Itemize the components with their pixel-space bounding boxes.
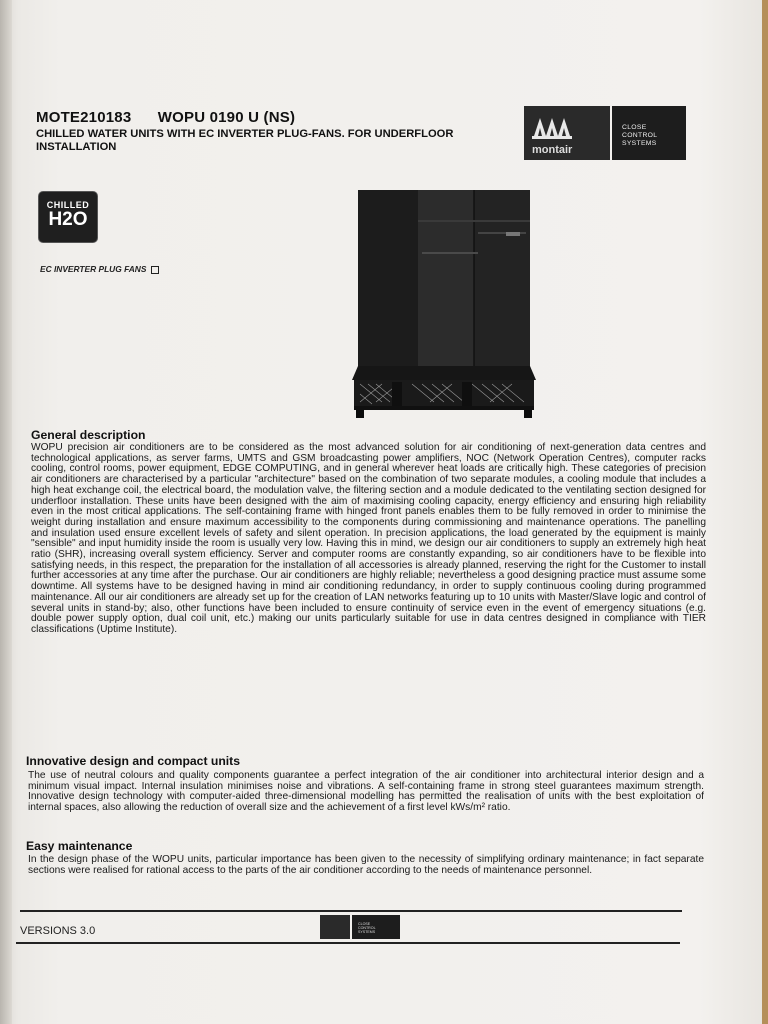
footer-version: VERSIONS 3.0 [20, 925, 96, 937]
tagline-line: CONTROL [358, 926, 376, 931]
footer-logo [320, 915, 402, 939]
document-header [36, 109, 295, 126]
desk-edge [762, 0, 768, 1024]
footer-brand-mark [320, 915, 350, 939]
badge-line-2: H2O [48, 209, 88, 230]
section-text-maintenance: In the design phase of the WOPU units, particular importance has been given to the necessity of simplifying ordinary maintenance; in fact separate sections were realised for rational access to the parts of the air conditioner according to the needs of maintenance personnel. [28, 854, 704, 876]
document-subtitle: CHILLED WATER UNITS WITH EC INVERTER PLUG-FANS. FOR UNDERFLOOR INSTALLATION [36, 128, 454, 153]
chilled-h2o-badge [39, 192, 97, 242]
footer-rule-bottom [16, 942, 680, 944]
ec-fans-text: EC INVERTER PLUG FANS [40, 264, 147, 274]
section-text-general: WOPU precision air conditioners are to be considered as the most advanced solution for air conditioning of next-generation data centres and technological applications, as server farms, UMTS and GSM broadcasting power amplifiers, NOC (Network Operation Centres), computer racks cooling, control rooms, power equipment, EDGE COMPUTING, and in general wherever heat loads are critically high. These categories of precision air conditioners are characterised by a particular "architecture" based on the combination of two separate modules, a cooling module that includes a high heat exchange coil, the electrical board, the modulation valve, the filtering section and a module dedicated to the ventilating section designed for underfloor installation. These units have been designed with the aim of maximising cooling capacity, energy efficiency and ensuring high reliability even in the most critical applications. The self-containing frame with hinged front panels enables them to be fully removed in order to minimise the weight during installation and ensure maximum accessibility to the components during commissioning and maintenance operations. The panelling and insulation used ensure excellent levels of safety and silent operation. In precision applications, the load generated by the equipment is mainly "sensible" and input humidity inside the room is usually very low. Having this in mind, we design our air conditioners to supply an extremely high heat ratio (SHR), increasing overall system efficiency. Server and computer rooms are constantly expanding, so air conditioners have to be flexible into satisfying needs, in this respect, the preparation for the installation of all accessories is already planned, reserving the right for the Customer to install further accessories at any time after the purchase. Our air conditioners are highly reliable; nevertheless a good designing practice must assume some downtime. All systems have to be designed having in mind air conditioning redundancy, in order to supply continuous cooling during programmed maintenance. All our air conditioners are already set up for the creation of LAN networks featuring up to 10 units with Master/Slave logic and control of several units in stand-by; also, other functions have been included to ensure continuity of service even in the event of emergency situations (e.g. double power supply option, dual coil unit, etc.) making our units particularly suitable for use in data centres designed in compliance with TIER classifications (Uptime Institute). [31, 442, 707, 635]
brand-name: montair [532, 144, 573, 156]
section-title-maintenance: Easy maintenance [26, 839, 133, 853]
ec-fans-label [40, 264, 159, 274]
section-text-design: The use of neutral colours and quality components guarantee a perfect integration of the air conditioner into architectural interior design and a minimum visual impact. Internal insulation minimises noise and vibrations. A self-containing frame in strong steel guarantees maximum strength. Innovative design technology with computer-aided three-dimensional modelling has permitted the realisation of units with the best exploitation of internal spaces, also allowing the reduction of overall size and the achievement of a first level kWs/m² ratio. [28, 770, 704, 814]
page-binding [0, 0, 12, 1024]
section-title-general: General description [31, 428, 146, 442]
tagline-line: SYSTEMS [622, 140, 657, 147]
brand-mark [524, 106, 610, 160]
document-code: MOTE210183 [36, 109, 132, 126]
section-title-design: Innovative design and compact units [26, 754, 240, 768]
product-image [352, 188, 536, 420]
model-name: WOPU 0190 U (NS) [157, 109, 296, 126]
brand-tagline [612, 106, 686, 160]
fan-icon [151, 266, 159, 274]
footer-brand-tagline [352, 915, 400, 939]
tagline-line: CLOSE [358, 922, 371, 926]
badge-line-1: CHILLED [46, 200, 90, 210]
tagline-line: CONTROL [622, 132, 658, 139]
montair-logo [524, 106, 686, 160]
tagline-line: CLOSE [622, 124, 647, 131]
tagline-line: SYSTEMS [358, 930, 376, 935]
footer-rule-top [20, 910, 682, 912]
